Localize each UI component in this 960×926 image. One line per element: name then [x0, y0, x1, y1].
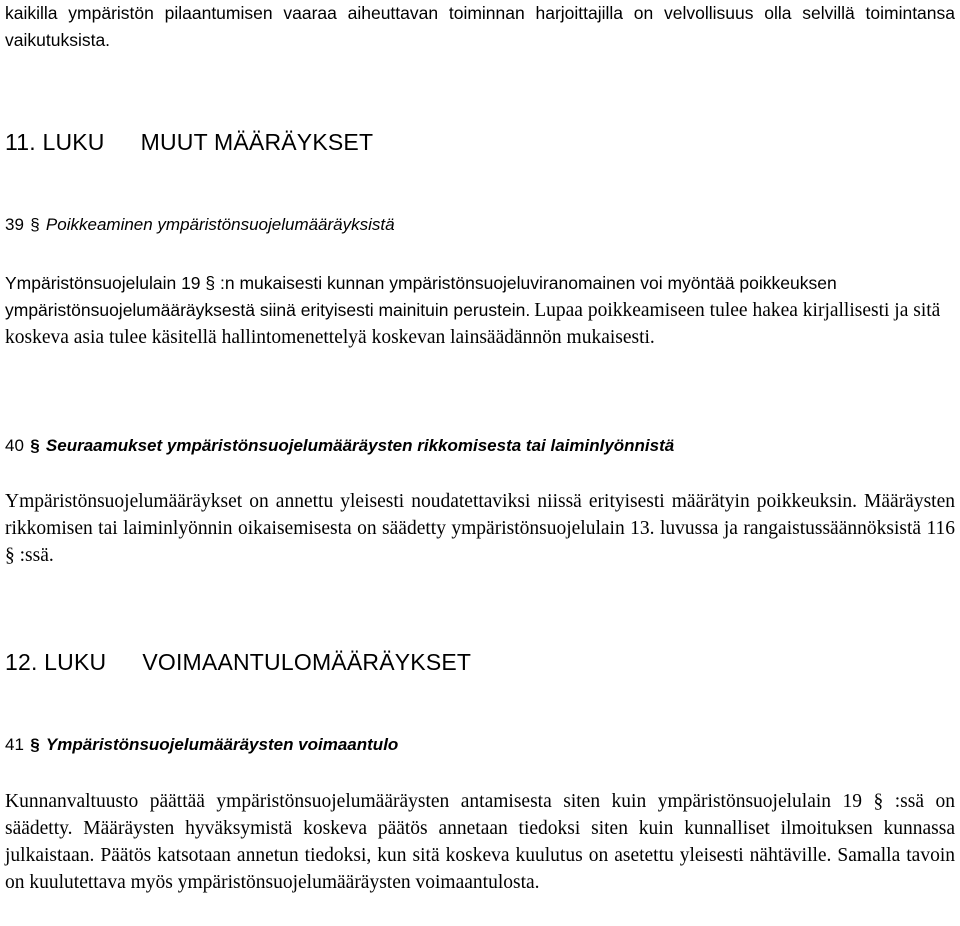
section-40-number: 40	[5, 436, 24, 455]
section-41-body	[5, 788, 955, 896]
section-40-body	[5, 488, 955, 569]
intro-paragraph	[5, 0, 955, 54]
chapter-11-title: MUUT MÄÄRÄYKSET	[140, 129, 374, 155]
section-symbol: §	[30, 735, 40, 754]
section-symbol: §	[30, 215, 40, 234]
section-41-heading	[5, 735, 955, 755]
section-40-title: Seuraamukset ympäristönsuojelumääräysten rikkomisesta tai laiminlyönnistä	[45, 436, 675, 455]
chapter-12-number: 12. LUKU	[5, 649, 107, 675]
section-39-body	[5, 270, 955, 351]
section-39-heading	[5, 215, 955, 235]
chapter-11-heading	[5, 129, 955, 156]
chapter-11-number: 11. LUKU	[5, 129, 105, 155]
section-39-number: 39	[5, 215, 24, 234]
intro-text: kaikilla ympäristön pilaantumisen vaaraa aiheuttavan toiminnan harjoittajilla on velvollisuus olla selvillä toimintansa vaikutuksista.	[5, 3, 955, 50]
section-39-body-serif: Lupaa poikkeamiseen tulee hakea kirjallisesti ja sitä koskeva asia tulee käsitellä hallintomenettelyä koskevan lainsäädännön mukaisesti.	[5, 300, 941, 348]
section-39-body-sans: Ympäristönsuojelulain 19 § :n mukaisesti kunnan ympäristönsuojeluviranomainen voi myöntää poikkeuksen ympäristönsuojelumääräyksestä siinä erityisesti mainituin perustein.	[5, 273, 837, 320]
chapter-12-heading	[5, 649, 955, 676]
section-41-number: 41	[5, 735, 24, 754]
section-41-text: Kunnanvaltuusto päättää ympäristönsuojelumääräysten antamisesta siten kuin ympäristönsuojelulain 19 § :ssä on säädetty. Määräysten hyväksymistä koskeva päätös annetaan tiedoksi siten kuin kunnalliset ilmoituksen kunnassa julkaistaan. Päätös katsotaan annetun tiedoksi, kun sitä koskeva kuulutus on asetettu yleisesti nähtäville. Samalla tavoin on kuulutettava myös ympäristönsuojelumääräysten voimaantulosta.	[5, 791, 955, 893]
section-41-title: Ympäristönsuojelumääräysten voimaantulo	[45, 735, 399, 754]
section-39-title: Poikkeaminen ympäristönsuojelumääräyksistä	[45, 215, 395, 234]
section-40-heading	[5, 436, 955, 456]
chapter-12-title: VOIMAANTULOMÄÄRÄYKSET	[142, 649, 472, 675]
section-40-text: Ympäristönsuojelumääräykset on annettu yleisesti noudatettaviksi niissä erityisesti määrätyin poikkeuksin. Määräysten rikkomisen tai laiminlyönnin oikaisemisesta on säädetty ympäristönsuojelulain 13. luvussa ja rangaistussäännöksistä 116 § :ssä.	[5, 491, 955, 566]
section-symbol: §	[30, 436, 40, 455]
